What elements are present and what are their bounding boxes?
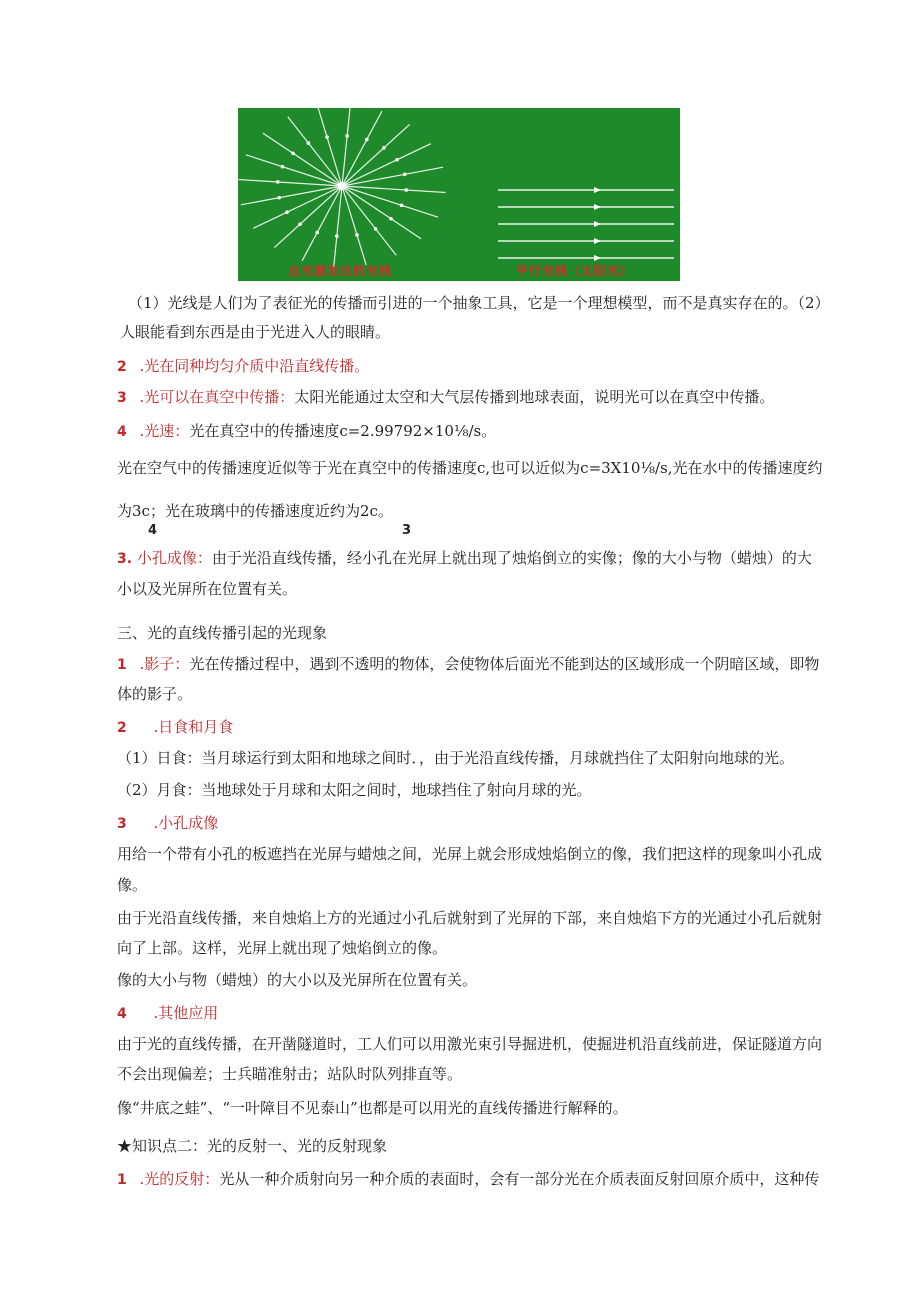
item-title: .其他应用: [153, 1004, 219, 1022]
ray-arrow: [335, 234, 339, 238]
item-number: 3: [117, 390, 127, 406]
ray-arrow: [389, 217, 393, 221]
caption-point-source: 点光源发出的光线: [288, 264, 393, 278]
item-number: 1: [117, 657, 127, 673]
item-pinhole-imaging: [117, 812, 218, 835]
item-reflection: [117, 1168, 819, 1191]
item-title: 小孔成像：: [136, 549, 212, 567]
item-text: 光在传播过程中，遇到不透明的物体，会使物体后面光不能到达的区域形成一个阴暗区域，即物: [189, 655, 820, 673]
item-pinhole: [117, 547, 812, 570]
ray-arrow: [325, 135, 329, 139]
paragraph-text: 小以及光屏所在位置有关。: [117, 580, 298, 598]
item-number: 4: [117, 1006, 127, 1022]
section-heading: 三、光的直线传播引起的光现象: [117, 624, 328, 642]
item-4: [117, 420, 496, 443]
ray-arrow: [403, 173, 407, 177]
paragraph-text: 向了上部。这样，光屏上就出现了烛焰倒立的像。: [117, 939, 448, 957]
ray-arrow: [277, 196, 281, 200]
item-eclipse: [117, 716, 233, 739]
item-number: 2: [117, 720, 127, 736]
paragraph-text: 像的大小与物（蜡烛）的大小以及光屏所在位置有关。: [117, 971, 478, 989]
ray-arrow: [594, 204, 601, 210]
point-source-ray: [342, 144, 431, 186]
knowledge-point-heading: ★知识点二：光的反射一、光的反射现象: [117, 1137, 388, 1155]
paragraph-text: （1）日食：当月球运行到太阳和地球之间时．，由于光沿直线传播，月球就挡住了太阳射向地球的光。: [117, 749, 795, 767]
item-title: .光速：: [139, 422, 190, 440]
item-title: .光的反射：: [139, 1170, 220, 1188]
caption-parallel-rays: 平行光线（太阳光）: [516, 264, 634, 278]
light-rays-figure: [238, 108, 680, 281]
ray-arrow: [594, 238, 601, 244]
point-source-ray: [342, 186, 396, 255]
item-text: 光在真空中的传播速度c=2.99792×10⅛/s。: [189, 422, 497, 440]
ray-arrow: [594, 221, 601, 227]
point-source-ray: [342, 186, 421, 239]
ray-arrow: [276, 180, 280, 184]
ray-arrow: [298, 222, 302, 226]
paragraph-text: （1）光线是人们为了表征光的传播而引进的一个抽象工具，它是一个理想模型，而不是真实存在的。（2）: [128, 294, 830, 312]
item-title: .光可以在真空中传播：: [139, 388, 295, 406]
ray-arrow: [594, 187, 601, 193]
point-source: [338, 182, 346, 190]
ray-arrow: [315, 231, 319, 235]
ray-arrow: [374, 227, 378, 231]
item-number: 1: [117, 1172, 127, 1188]
item-title: .影子：: [139, 655, 190, 673]
ray-arrow: [365, 138, 369, 142]
ray-arrow: [291, 151, 295, 155]
paragraph-text: 为3c；光在玻璃中的传播速度近约为2c。: [117, 502, 393, 520]
point-source-ray: [288, 117, 342, 186]
paragraph-text: 人眼能看到东西是由于光进入人的眼睛。: [120, 323, 391, 341]
ray-arrow: [382, 146, 386, 150]
item-text: 光从一种介质射向另一种介质的表面时，会有一部分光在介质表面反射回原介质中，这种传: [219, 1170, 820, 1188]
ray-arrow: [400, 204, 404, 208]
paragraph-text: 光在空气中的传播速度近似等于光在真空中的传播速度c,也可以近似为c=3X10⅛/s,光在水中的传播速度约: [117, 459, 823, 477]
item-other-applications: [117, 1002, 218, 1025]
item-text: 太阳光能通过太空和大气层传播到地球表面，说明光可以在真空中传播。: [294, 388, 775, 406]
item-shadow: [117, 653, 819, 676]
point-source-ray: [263, 133, 342, 186]
item-number: 2: [117, 359, 127, 375]
paragraph-text: 由于光的直线传播，在开凿隧道时，工人们可以用激光束引导掘进机，使掘进机沿直线前进，保证隧道方向: [117, 1035, 823, 1053]
point-source-ray: [253, 186, 342, 228]
fraction-denominator: 4: [148, 523, 158, 538]
ray-arrow: [355, 233, 359, 237]
item-number: 3: [117, 816, 127, 832]
point-source-ray: [342, 108, 350, 186]
ray-arrow: [594, 255, 601, 261]
ray-arrow: [307, 141, 311, 145]
item-2: [117, 355, 369, 378]
item-title: .光在同种均匀介质中沿直线传播。: [139, 357, 370, 375]
paragraph-text: 用给一个带有小孔的板遮挡在光屏与蜡烛之间，光屏上就会形成烛焰倒立的像，我们把这样的现象叫小孔成: [117, 845, 823, 863]
point-source-ray: [274, 186, 342, 248]
item-number: 4: [117, 424, 127, 440]
ray-arrow: [281, 165, 285, 169]
point-source-ray: [318, 108, 342, 186]
point-source-ray: [241, 186, 342, 205]
paragraph-text: 不会出现偏差；士兵瞄准射击；站队时队列排直等。: [117, 1065, 463, 1083]
ray-arrow: [395, 158, 399, 162]
item-number: 3.: [117, 551, 133, 567]
paragraph-text: 像。: [117, 876, 148, 894]
item-title: .日食和月食: [153, 718, 234, 736]
ray-arrow: [404, 188, 408, 192]
fraction-denominator: 3: [402, 523, 412, 538]
paragraph-text: 由于光沿直线传播，来自烛焰上方的光通过小孔后就射到了光屏的下部，来自烛焰下方的光通过小孔后就射: [117, 909, 823, 927]
point-source-ray: [342, 124, 410, 186]
point-source-ray: [342, 186, 366, 265]
paragraph-text: 像“井底之蛙”、“一叶障目不见泰山”也都是可以用光的直线传播进行解释的。: [117, 1099, 628, 1117]
ray-arrow: [345, 134, 349, 138]
item-title: .小孔成像: [153, 814, 219, 832]
light-rays-diagram: [238, 108, 680, 281]
item-text: 由于光沿直线传播，经小孔在光屏上就出现了烛焰倒立的实像；像的大小与物（蜡烛）的大: [211, 549, 812, 567]
point-source-ray: [342, 167, 443, 186]
item-3: [117, 386, 774, 409]
ray-arrow: [285, 210, 289, 214]
paragraph-text: （2）月食：当地球处于月球和太阳之间时，地球挡住了射向月球的光。: [117, 781, 592, 799]
paragraph-text: 体的影子。: [117, 685, 193, 703]
